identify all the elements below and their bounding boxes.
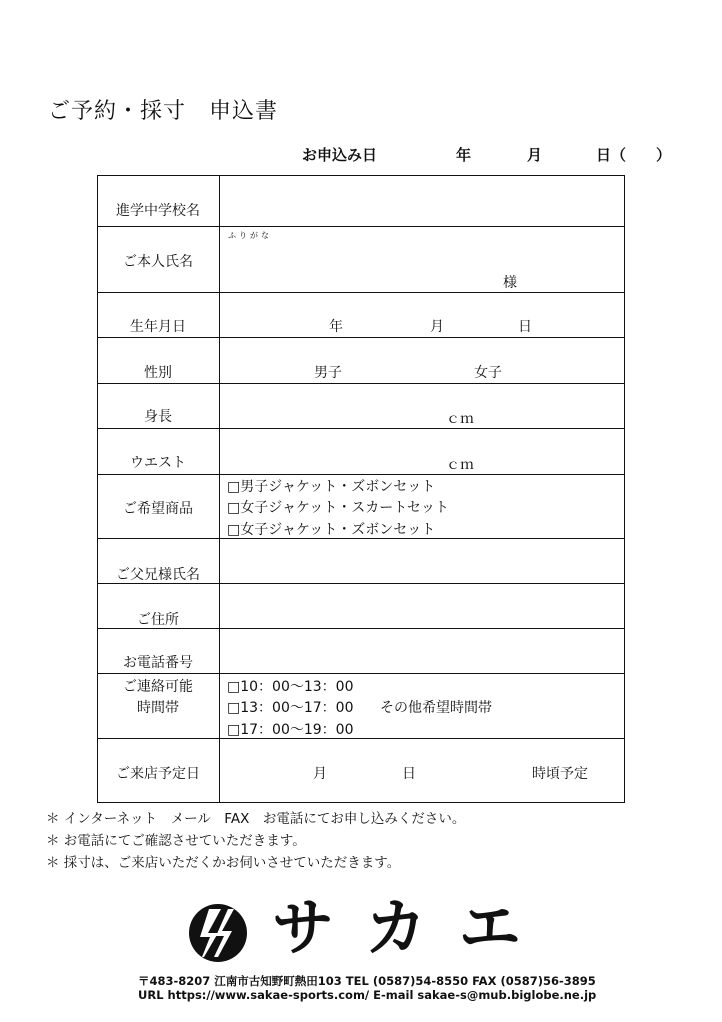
row-divider — [97, 337, 625, 338]
row-divider — [97, 738, 625, 739]
address-label: ご住所 — [137, 612, 179, 628]
brand-name: サカエ — [272, 891, 553, 964]
gender-male-option[interactable]: 男子 — [314, 365, 342, 381]
application-date-label: お申込み日 — [302, 146, 378, 164]
contact-time-label-line1: ご連絡可能 — [123, 679, 193, 695]
row-divider — [97, 428, 625, 429]
note-item: ＊ お電話にてご確認させていただきます。 — [46, 833, 306, 849]
row-divider — [97, 474, 625, 475]
honorific-label: 様 — [503, 275, 517, 291]
guardian-name-field[interactable] — [220, 539, 624, 583]
contact-time-option-13-17[interactable]: □13：00～17：00 — [227, 700, 354, 716]
page-title: ご予約・採寸 申込書 — [48, 99, 279, 124]
visit-day-unit: 日 — [402, 766, 416, 782]
contact-time-label-line2: 時間帯 — [137, 700, 179, 716]
contact-time-option-10-13[interactable]: □10：00～13：00 — [227, 679, 354, 695]
name-field[interactable] — [220, 227, 624, 292]
phone-field[interactable] — [220, 629, 624, 673]
visit-month-unit: 月 — [313, 766, 327, 782]
products-label: ご希望商品 — [123, 501, 193, 517]
waist-unit: ｃｍ — [446, 457, 474, 473]
school-field[interactable] — [220, 176, 624, 226]
school-label: 進学中学校名 — [116, 203, 200, 219]
application-date-day: 日（ ） — [596, 146, 672, 164]
application-date-year: 年 — [456, 146, 472, 164]
name-label: ご本人氏名 — [123, 254, 193, 270]
row-divider — [97, 383, 625, 384]
address-field[interactable] — [220, 584, 624, 628]
footer-address: 〒483-8207 江南市古知野町熱田103 TEL (0587)54-8550 FAX (0587)56-3895 — [138, 974, 596, 988]
product-option-girls-jacket-pants[interactable]: □女子ジャケット・ズボンセット — [227, 522, 436, 538]
height-label: 身長 — [144, 409, 172, 425]
birth-year-unit: 年 — [329, 319, 343, 335]
product-option-girls-jacket-skirt[interactable]: □女子ジャケット・スカートセット — [227, 500, 449, 516]
contact-time-other-label: その他希望時間帯 — [380, 700, 492, 716]
footer-url[interactable]: URL https://www.sakae-sports.com/ E-mail sakae-s@mub.biglobe.ne.jp — [138, 988, 597, 1002]
phone-label: お電話番号 — [123, 655, 193, 671]
product-option-boys-jacket-pants[interactable]: □男子ジャケット・ズボンセット — [227, 479, 436, 495]
application-date-month: 月 — [527, 146, 543, 164]
waist-label: ウエスト — [130, 455, 186, 471]
row-divider — [97, 673, 625, 674]
height-unit: ｃｍ — [446, 411, 474, 427]
birth-day-unit: 日 — [518, 319, 532, 335]
guardian-name-label: ご父兄様氏名 — [116, 567, 200, 583]
visit-time-label: 時頃予定 — [532, 766, 588, 782]
gender-female-option[interactable]: 女子 — [474, 365, 502, 381]
birth-month-unit: 月 — [430, 319, 444, 335]
row-divider — [97, 292, 625, 293]
note-item: ＊ 採寸は、ご来店いただくかお伺いさせていただきます。 — [46, 855, 401, 871]
sakae-logo-icon — [188, 903, 248, 963]
birthdate-label: 生年月日 — [130, 319, 186, 335]
note-item: ＊ インターネット メール FAX お電話にてお申し込みください。 — [46, 811, 466, 827]
contact-time-option-17-19[interactable]: □17：00～19：00 — [227, 722, 354, 738]
furigana-label: ふりがな — [228, 231, 272, 240]
gender-label: 性別 — [144, 365, 172, 381]
visit-date-label: ご来店予定日 — [116, 766, 200, 782]
